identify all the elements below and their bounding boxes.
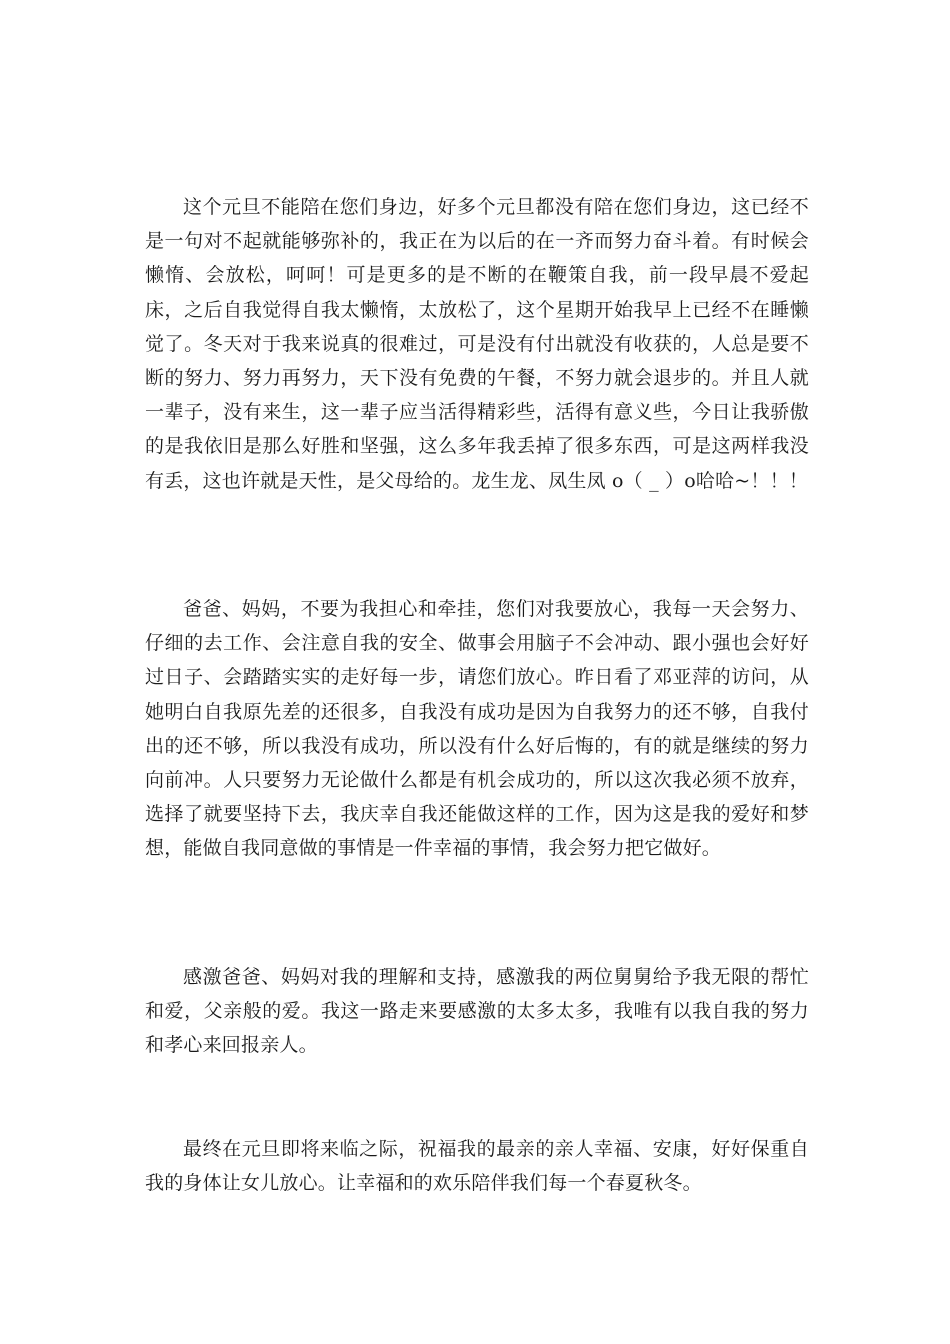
paragraph-2: 爸爸、妈妈，不要为我担心和牵挂，您们对我要放心，我每一天会努力、仔细的去工作、会注意自我的安全、做事会用脑子不会冲动、跟小强也会好好过日子、会踏踏实实的走好每一步，请您们放心。昨日看了邓亚萍的访问，从她明白自我原先差的还很多，自我没有成功是因为自我努力的还不够，自我付出的还不够，所以我没有成功，所以没有什么好后悔的，有的就是继续的努力向前冲。人只要努力无论做什么都是有机会成功的，所以这次我必须不放弃，选择了就要坚持下去，我庆幸自我还能做这样的工作，因为这是我的爱好和梦想，能做自我同意做的事情是一件幸福的事情，我会努力把它做好。	[145, 598, 809, 860]
paragraph-4: 最终在元旦即将来临之际，祝福我的最亲的亲人幸福、安康，好好保重自我的身体让女儿放心。让幸福和的欢乐陪伴我们每一个春夏秋冬。	[145, 1138, 809, 1195]
paragraph-3: 感激爸爸、妈妈对我的理解和支持，感激我的两位舅舅给予我无限的帮忙和爱，父亲般的爱。我这一路走来要感激的太多太多，我唯有以我自我的努力和孝心来回报亲人。	[145, 966, 809, 1057]
paragraph-1: 这个元旦不能陪在您们身边，好多个元旦都没有陪在您们身边，这已经不是一句对不起就能够弥补的，我正在为以后的在一齐而努力奋斗着。有时候会懒惰、会放松，呵呵！可是更多的是不断的在鞭策自我，前一段早晨不爱起床，之后自我觉得自我太懒惰，太放松了，这个星期开始我早上已经不在睡懒觉了。冬天对于我来说真的很难过，可是没有付出就没有收获的，人总是要不断的努力、努力再努力，天下没有免费的午餐，不努力就会退步的。并且人就一辈子，没有来生，这一辈子应当活得精彩些，活得有意义些，今日让我骄傲的是我依旧是那么好胜和坚强，这么多年我丢掉了很多东西，可是这两样我没有丢，这也许就是天性，是父母给的。龙生龙、凤生凤 o（ _ ）o哈哈~！！！	[145, 196, 809, 492]
